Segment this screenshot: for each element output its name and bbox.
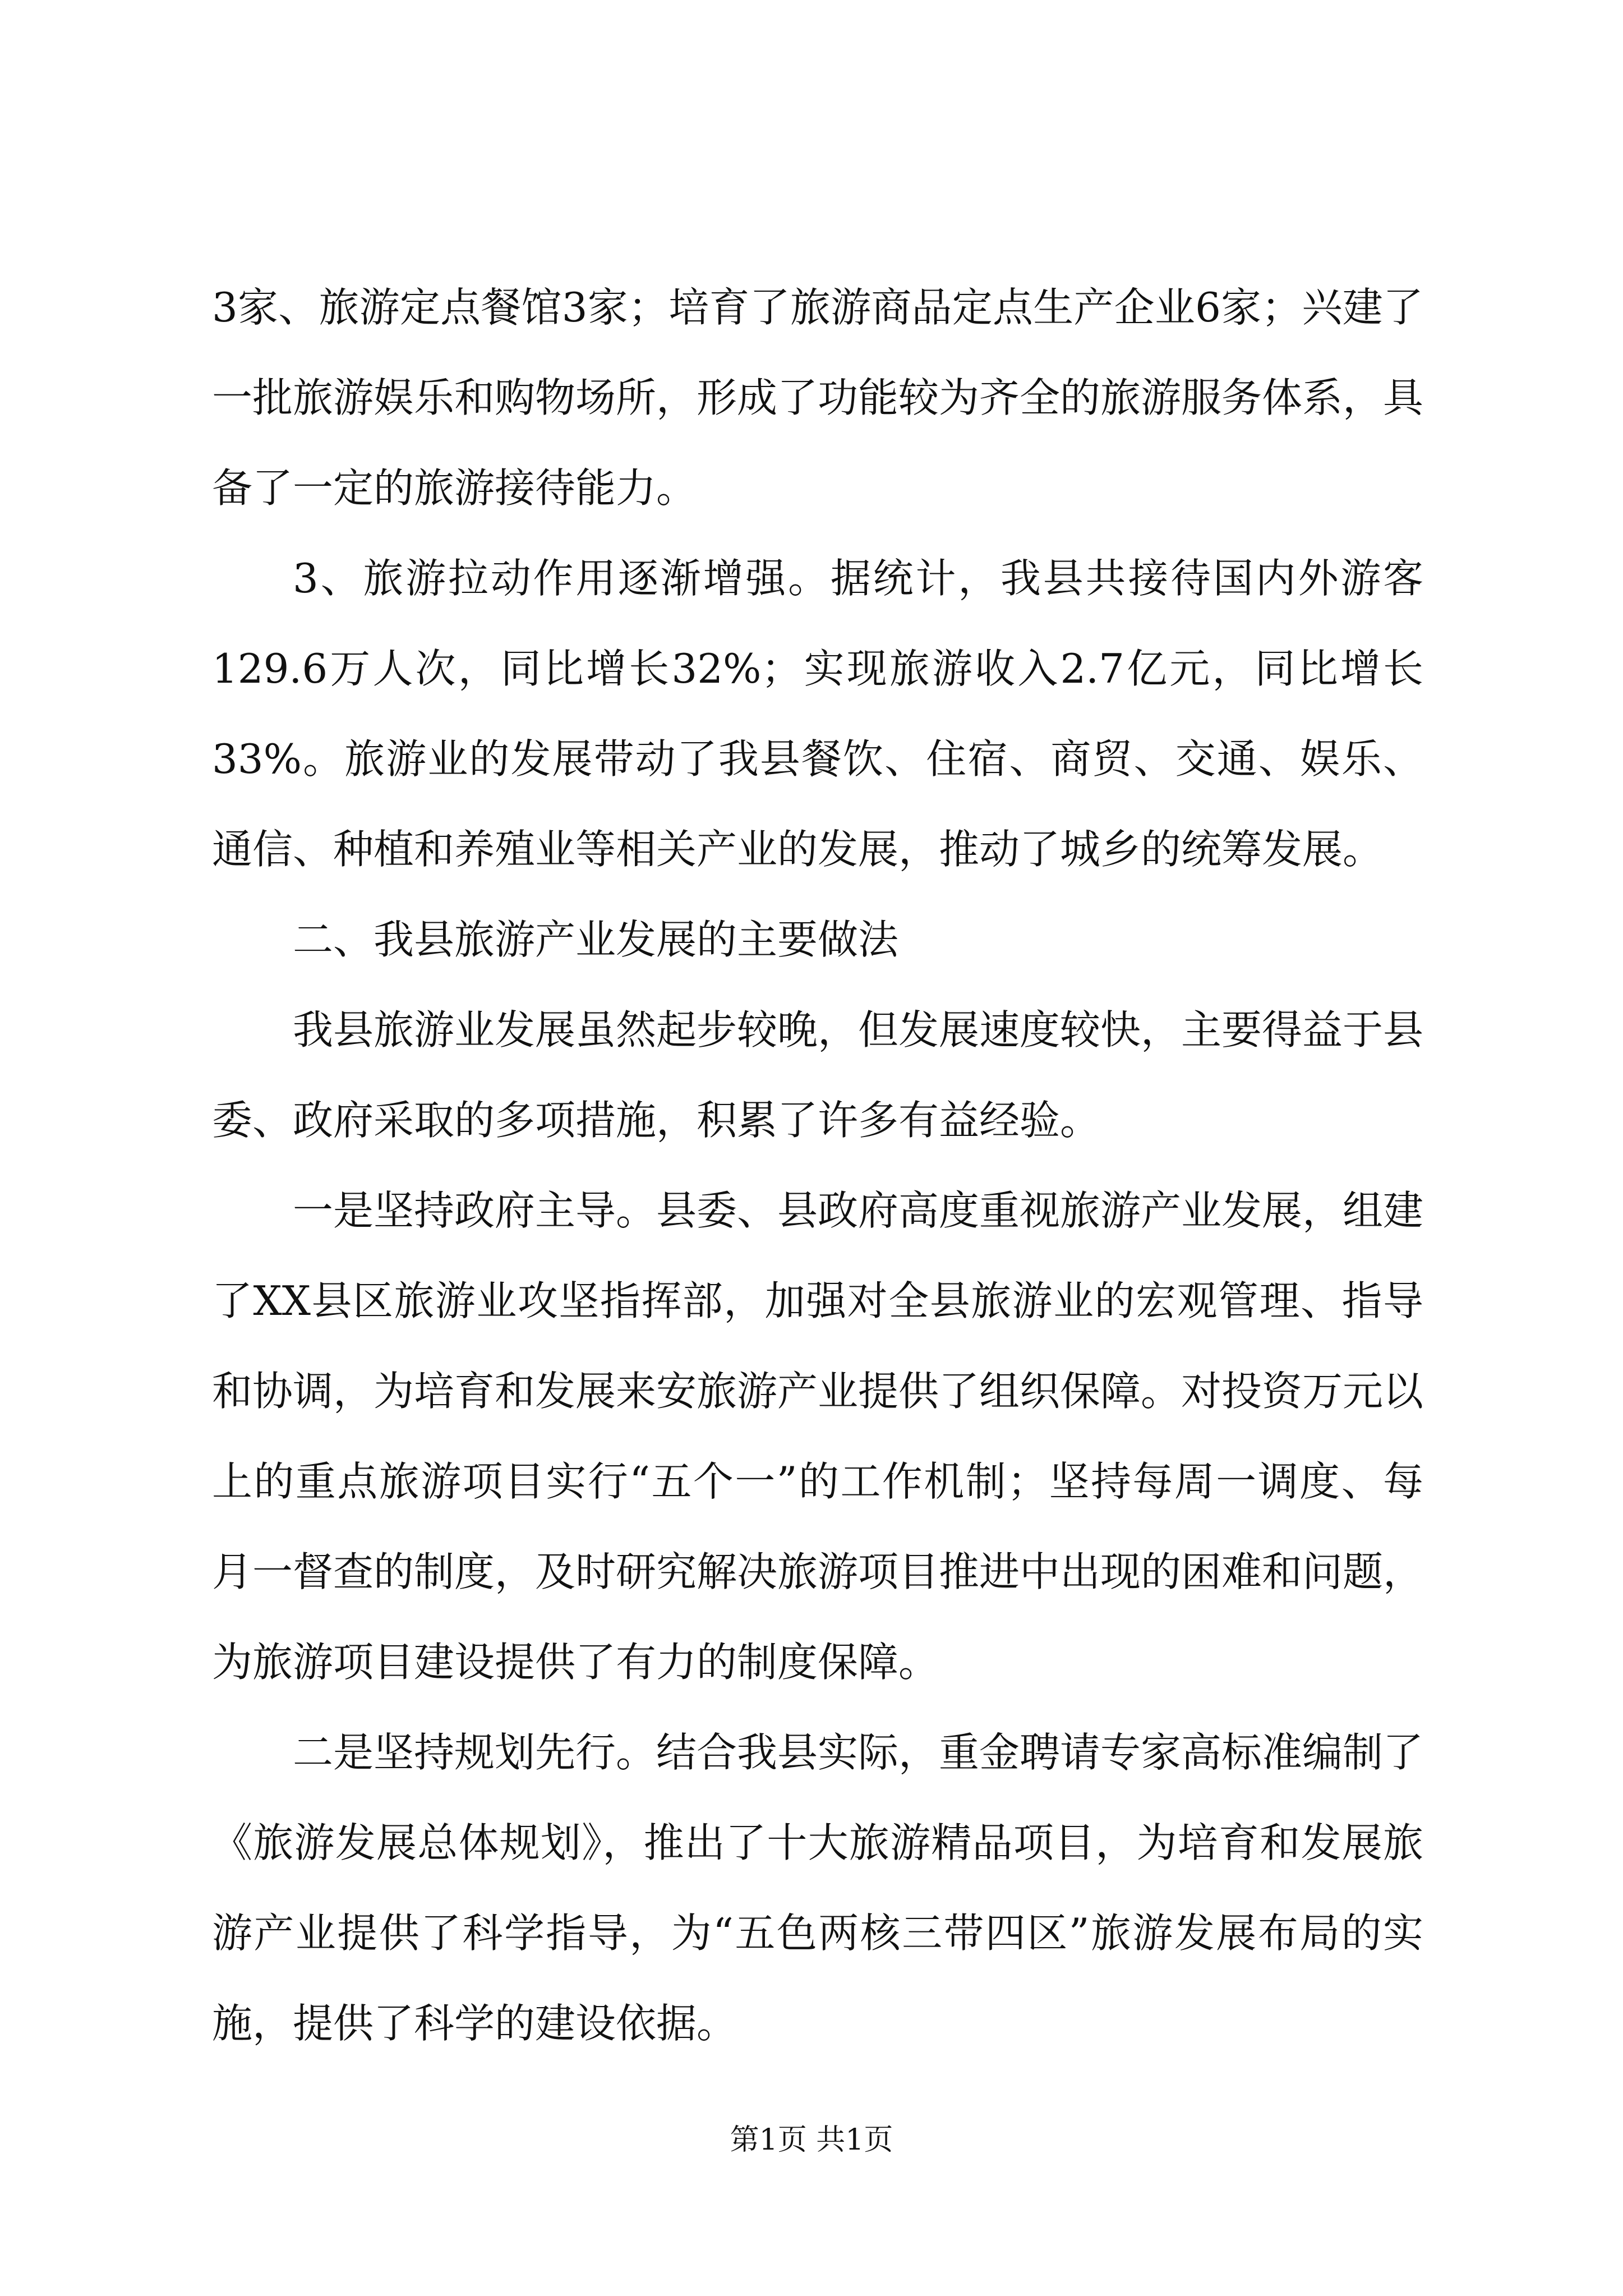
paragraph-2: 3、旅游拉动作用逐渐增强。据统计，我县共接待国内外游客129.6万人次，同比增长32%；实现旅游收入2.7亿元，同比增长33%。旅游业的发展带动了我县餐饮、住宿、商贸、交通、娱乐、通信、种植和养殖业等相关产业的发展，推动了城乡的统筹发展。 xyxy=(212,555,1423,873)
page-footer: 第1页 共1页 xyxy=(730,2123,893,2157)
paragraph-4: 我县旅游业发展虽然起步较晚，但发展速度较快，主要得益于县委、政府采取的多项措施，积累了许多有益经验。 xyxy=(212,1006,1424,1144)
paragraph-5: 一是坚持政府主导。县委、县政府高度重视旅游产业发展，组建了XX县区旅游业攻坚指挥部，加强对全县旅游业的宏观管理、指导和协调，为培育和发展来安旅游产业提供了组织保障。对投资万元以上的重点旅游项目实行“五个一”的工作机制；坚持每周一调度、每月一督查的制度，及时研究解决旅游项目推进中出现的困难和问题，为旅游项目建设提供了有力的制度保障。 xyxy=(212,1187,1424,1686)
paragraph-6: 二是坚持规划先行。结合我县实际，重金聘请专家高标准编制了《旅游发展总体规划》，推出了十大旅游精品项目，为培育和发展旅游产业提供了科学指导，为“五色两核三带四区”旅游发展布局的实施，提供了科学的建设依据。 xyxy=(212,1729,1424,2047)
section-heading: 二、我县旅游产业发展的主要做法 xyxy=(293,916,899,963)
document-body xyxy=(212,263,1423,2069)
paragraph-1: 3家、旅游定点餐馆3家；培育了旅游商品定点生产企业6家；兴建了一批旅游娱乐和购物场所，形成了功能较为齐全的旅游服务体系，具备了一定的旅游接待能力。 xyxy=(212,284,1424,512)
